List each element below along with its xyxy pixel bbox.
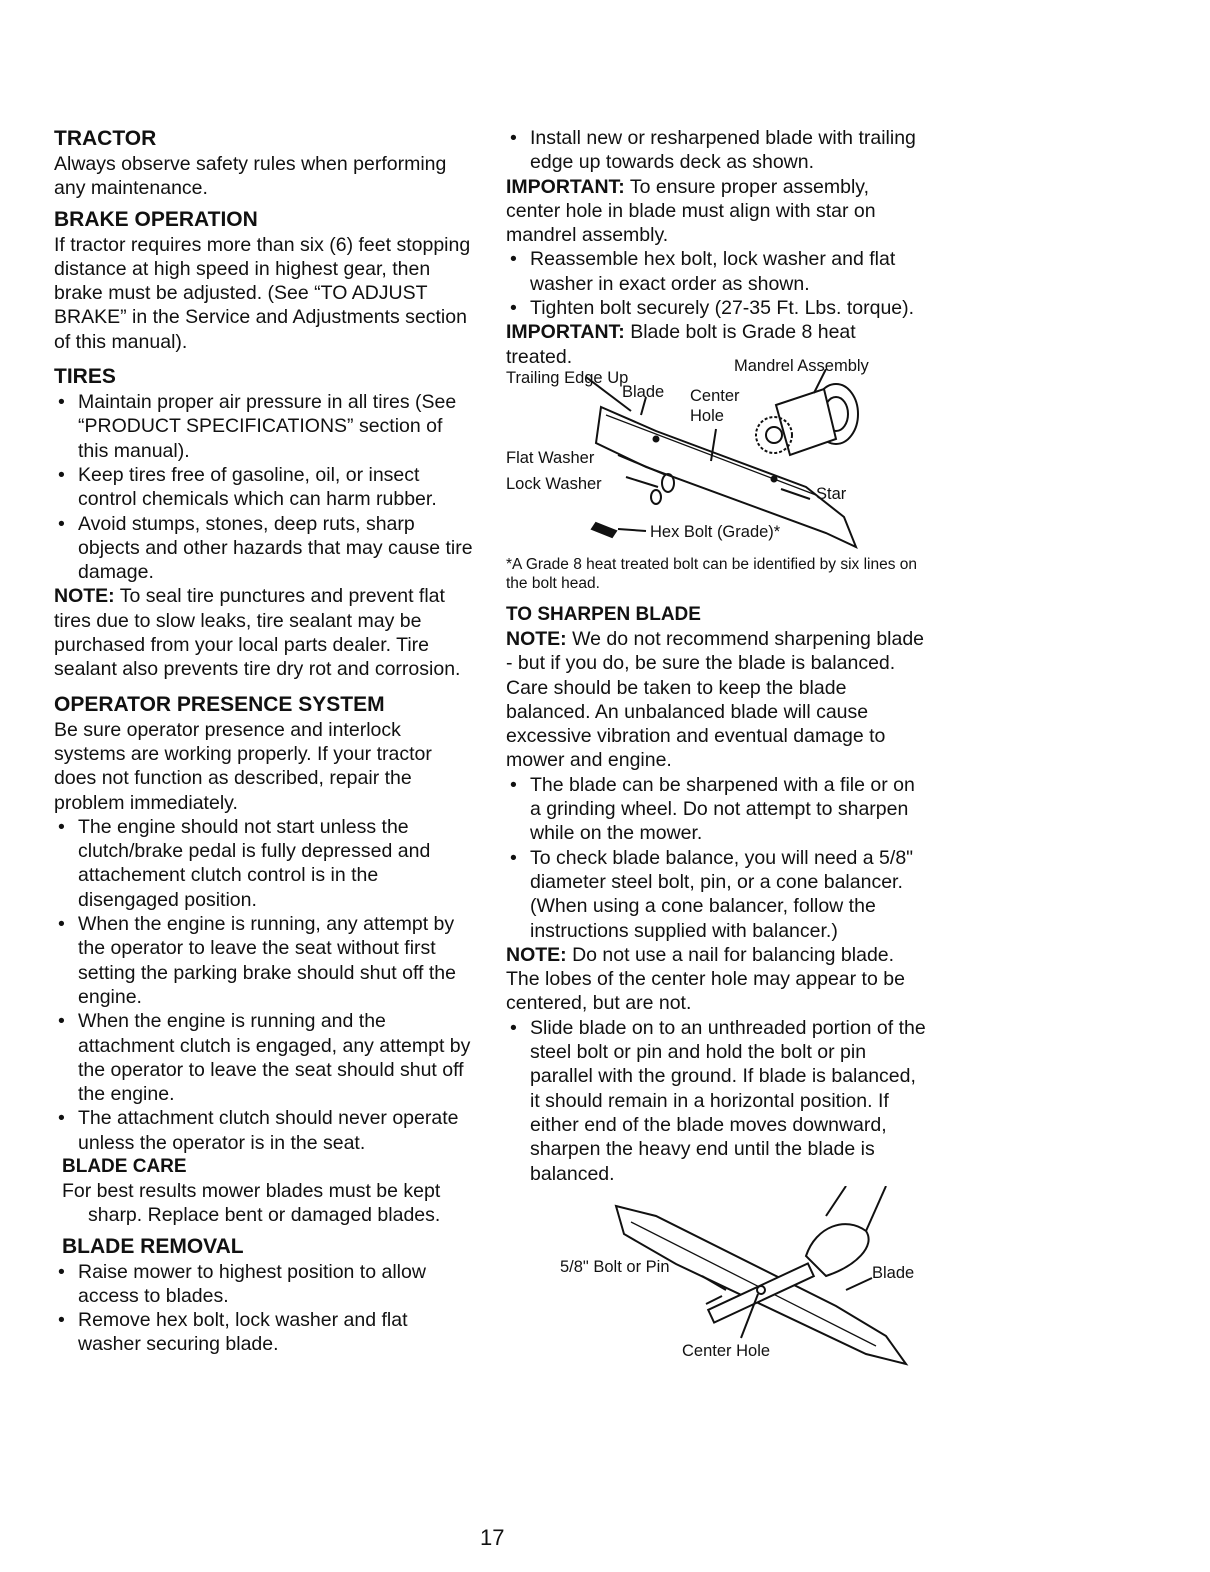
brake-operation-text: If tractor requires more than six (6) feet stopping distance at high speed in highest gear, then brake must be adjusted. (See “TO ADJUST BRAKE” in the Service and Adjustments section of this manual). (54, 233, 471, 353)
label-center-hole: Center Hole (682, 1341, 771, 1360)
tires-heading: TIRES (54, 365, 116, 389)
leader-line (618, 529, 646, 531)
left-column (54, 126, 474, 1357)
label-hex-bolt: Hex Bolt (Grade)* (650, 522, 781, 541)
list-item: • Install new or resharpened blade with trailing edge up towards deck as shown. (506, 126, 926, 175)
list-item: • To check blade balance, you will need a 5/8" diameter steel bolt, pin, or a cone balancer. (When using a cone balancer, follow the instructions supplied with balancer.) (506, 846, 926, 943)
reassemble-list (506, 247, 926, 320)
brake-operation-heading: BRAKE OPERATION (54, 207, 258, 231)
important-label: IMPORTANT: (506, 175, 625, 198)
list-item: • When the engine is running and the attachment clutch is engaged, any attempt by the operator to leave the seat should shut off the engine. (54, 1009, 474, 1106)
label-mandrel-assembly: Mandrel Assembly (734, 356, 869, 375)
label-hole: Hole (690, 406, 724, 425)
bolt-grade-caption: *A Grade 8 heat treated bolt can be identified by six lines on the bolt head. (506, 555, 918, 592)
slide-list (506, 1016, 926, 1186)
blade-balance-figure (506, 1186, 926, 1376)
list-item: • The blade can be sharpened with a file or on a grinding wheel. Do not attempt to sharpen while on the mower. (506, 773, 926, 846)
tractor-text: Always observe safety rules when performing any maintenance. (54, 153, 447, 200)
blade-removal-list (54, 1260, 474, 1357)
blade-care-heading: BLADE CARE (62, 1155, 187, 1177)
list-item: • Reassemble hex bolt, lock washer and flat washer in exact order as shown. (506, 247, 926, 296)
flat-washer (662, 474, 674, 492)
note-text: To seal tire punctures and prevent flat tires due to slow leaks, tire sealant may be purchased from your local parts dealer. Tire sealant also prevents tire dry rot and corrosion. (54, 585, 461, 681)
operator-presence-text: Be sure operator presence and interlock systems are working properly. If your tractor does not function as described, repair the problem immediately. (54, 718, 432, 814)
sharpen-note (506, 627, 926, 676)
leader-line (626, 477, 658, 487)
important-alignment (506, 175, 926, 248)
label-lock-washer: Lock Washer (506, 474, 602, 493)
care-text: Care should be taken to keep the blade balanced. An unbalanced blade will cause excessive vibration and eventual damage to mower and engine. (506, 676, 886, 772)
operator-presence-heading: OPERATOR PRESENCE SYSTEM (54, 692, 385, 716)
blade-removal-heading: BLADE REMOVAL (62, 1234, 244, 1258)
install-list (506, 126, 926, 175)
list-item: • Avoid stumps, stones, deep ruts, sharp objects and other hazards that may cause tire damage. (54, 512, 474, 585)
label-center: Center (690, 386, 740, 405)
label-blade: Blade (872, 1263, 915, 1282)
blade-hole (654, 436, 659, 441)
note-text: We do not recommend sharpening blade - but if you do, be sure the blade is balanced. (506, 627, 925, 675)
hand-shape (806, 1224, 869, 1276)
label-star: Star (816, 484, 847, 503)
page-number: 17 (480, 1525, 505, 1550)
blade-care-text: For best results mower blades must be kept sharp. Replace bent or damaged blades. (62, 1179, 441, 1227)
list-item: • Keep tires free of gasoline, oil, or insect control chemicals which can harm rubber. (54, 463, 474, 512)
blade-assembly-figure (506, 356, 926, 559)
tires-list (54, 390, 474, 584)
blade-hole (772, 476, 777, 481)
center-hole-mark (757, 1286, 765, 1294)
important-label: IMPORTANT: (506, 321, 625, 344)
list-item: • The engine should not start unless the clutch/brake pedal is fully depressed and attachement clutch control is in the disengaged position. (54, 815, 474, 912)
list-item: • Maintain proper air pressure in all tires (See “PRODUCT SPECIFICATIONS” section of this manual). (54, 390, 474, 463)
list-item: • Slide blade on to an unthreaded portion of the steel bolt or pin and hold the bolt or pin parallel with the ground. If blade is balanced, it should remain in a horizontal position. If either end of the blade moves downward, sharpen the heavy end until the blade is balanced. (506, 1016, 926, 1186)
tractor-heading: TRACTOR (54, 127, 157, 150)
list-item: • Raise mower to highest position to allow access to blades. (54, 1260, 474, 1309)
balance-bolt-thread (706, 1296, 722, 1304)
hex-bolt (592, 523, 616, 537)
label-bolt-or-pin: 5/8" Bolt or Pin (560, 1257, 670, 1276)
list-item: • Remove hex bolt, lock washer and flat washer securing blade. (54, 1308, 474, 1357)
lock-washer (651, 490, 661, 504)
list-item: • When the engine is running, any attempt by the operator to leave the seat without first setting the parking brake should shut off the engine. (54, 912, 474, 1009)
hand-finger (826, 1186, 846, 1216)
important-text: To ensure proper assembly, center hole in blade must align with star on mandrel assembly. (506, 175, 876, 247)
important-text: Blade bolt is Grade 8 heat treated. (506, 321, 856, 368)
tires-note (54, 584, 474, 681)
sharpen-list (506, 773, 926, 943)
label-trailing-edge-up: Trailing Edge Up (506, 368, 629, 387)
label-blade: Blade (622, 382, 665, 401)
hand-finger (866, 1186, 886, 1231)
note-label: NOTE: (506, 627, 567, 650)
operator-presence-list (54, 815, 474, 1155)
list-item: • The attachment clutch should never operate unless the operator is in the seat. (54, 1106, 474, 1155)
leader-line (846, 1278, 872, 1290)
mandrel-hub (766, 427, 782, 443)
right-column (506, 126, 926, 1376)
label-flat-washer: Flat Washer (506, 448, 595, 467)
list-item: • Tighten bolt securely (27-35 Ft. Lbs. torque). (506, 296, 926, 320)
to-sharpen-blade-heading: TO SHARPEN BLADE (506, 603, 701, 625)
note-label: NOTE: (54, 585, 115, 608)
note-label: NOTE: (506, 943, 567, 966)
balance-note (506, 943, 926, 1016)
note-text: Do not use a nail for balancing blade. The lobes of the center hole may appear to be centered, but are not. (506, 943, 905, 1015)
